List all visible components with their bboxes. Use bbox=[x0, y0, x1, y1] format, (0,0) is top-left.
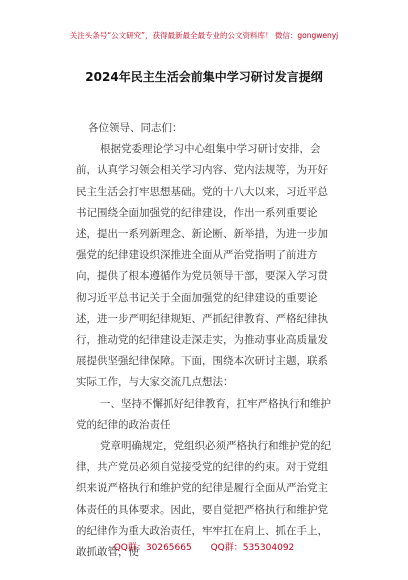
footer-qq-group-1: QQ群：30265665 bbox=[113, 543, 192, 553]
document-body bbox=[76, 118, 336, 563]
footer bbox=[0, 540, 408, 553]
salutation: 各位领导、同志们： bbox=[88, 122, 183, 134]
paragraph-intro: 根据党委理论学习中心组集中学习研讨安排，会前，认真学习领会相关学习内容、党内法规等，为开好民主生活会打牢思想基础。党的十八大以来，习近平总书记围绕全面加强党的纪律建设，作出一系列重要论述，提出一系列新理念、新论断、新举措，为进一步加强党的纪律建设织深推进全面从严治党指明了前进方向，提供了根本遵循作为党员领导干部，要深入学习贯彻习近平总书记关于全面加强党的纪律建设的重要论述，进一步严明纪律规矩、严抓纪律教育、严格纪律执行，推动党的纪律建设走深走实，为推动事业高质量发展提供坚强纪律保障。下面，围绕本次研讨主题，联系实际工作，与大家交流几点想法： bbox=[76, 143, 328, 389]
document-title: 2024年民主生活会前集中学习研讨发言提纲 bbox=[85, 70, 323, 84]
footer-qq-group-2: QQ群：535304092 bbox=[210, 543, 295, 553]
section-heading-1: 一、坚持不懈抓好纪律教育，扛牢严格执行和维护党的纪律的政治责任 bbox=[76, 397, 331, 431]
header-note: 关注头条号“公文研究”，获得最新最全最专业的公文资料库！ 微信：gongwenyj bbox=[69, 31, 339, 40]
paragraph-section-1: 党章明确规定，党组织必须严格执行和维护党的纪律，共产党员必须自觉接受党的纪律的约束。对于党组织来说严格执行和维护党的纪律是履行全面从严治党主体责任的具体要求。因此，要自觉把严格执行和维护党的纪律作为重大政治责任，牢牢扛在肩上、抓在手上，敢抓敢管，使 bbox=[76, 440, 331, 559]
